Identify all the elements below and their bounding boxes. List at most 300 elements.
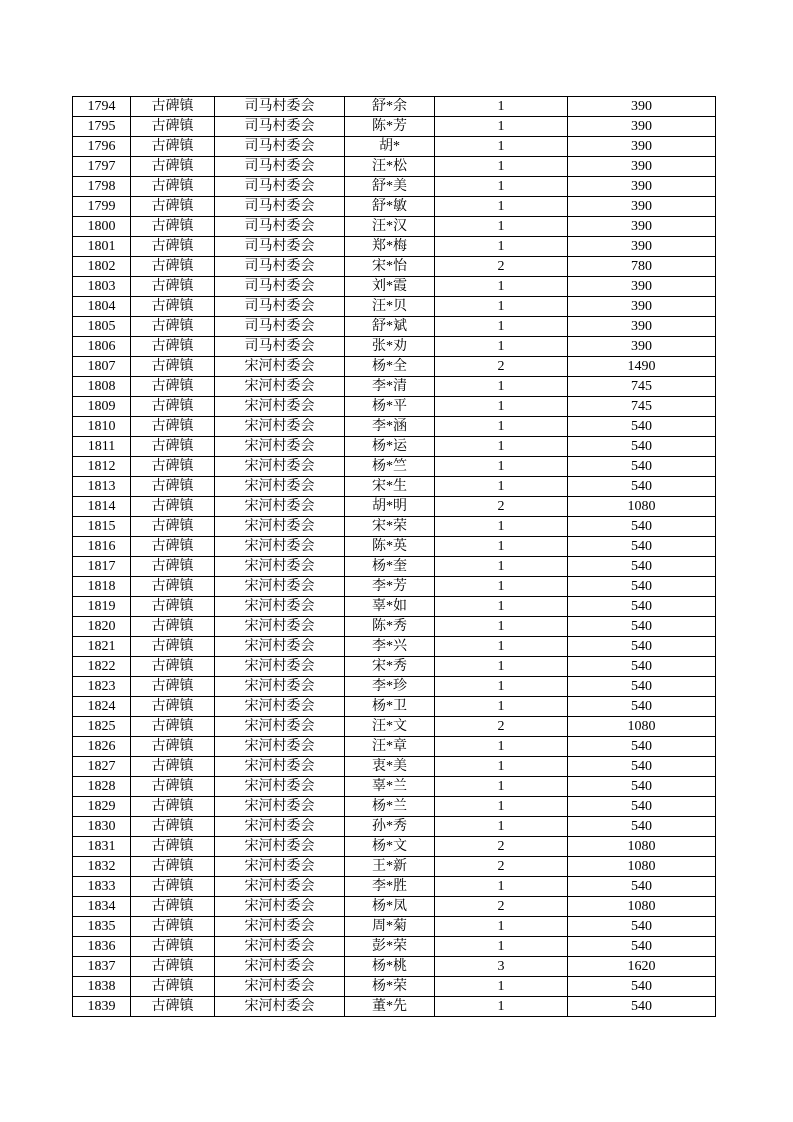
town-cell: 古碑镇 — [131, 737, 215, 757]
amount-cell: 1080 — [568, 497, 716, 517]
person-name-cell: 舒*余 — [345, 97, 435, 117]
village-committee-cell: 司马村委会 — [215, 337, 345, 357]
count-cell: 2 — [435, 897, 568, 917]
row-number-cell: 1832 — [73, 857, 131, 877]
town-cell: 古碑镇 — [131, 117, 215, 137]
table-row — [73, 357, 716, 377]
count-cell: 1 — [435, 397, 568, 417]
table-row — [73, 277, 716, 297]
town-cell: 古碑镇 — [131, 657, 215, 677]
amount-cell: 1620 — [568, 957, 716, 977]
town-cell: 古碑镇 — [131, 437, 215, 457]
person-name-cell: 彭*荣 — [345, 937, 435, 957]
amount-cell: 540 — [568, 577, 716, 597]
town-cell: 古碑镇 — [131, 377, 215, 397]
person-name-cell: 董*先 — [345, 997, 435, 1017]
table-row — [73, 457, 716, 477]
count-cell: 1 — [435, 437, 568, 457]
person-name-cell: 李*清 — [345, 377, 435, 397]
town-cell: 古碑镇 — [131, 537, 215, 557]
town-cell: 古碑镇 — [131, 397, 215, 417]
count-cell: 1 — [435, 237, 568, 257]
village-committee-cell: 宋河村委会 — [215, 437, 345, 457]
count-cell: 1 — [435, 277, 568, 297]
row-number-cell: 1794 — [73, 97, 131, 117]
village-committee-cell: 宋河村委会 — [215, 657, 345, 677]
subsidy-table — [72, 96, 716, 1017]
person-name-cell: 宋*荣 — [345, 517, 435, 537]
person-name-cell: 郑*梅 — [345, 237, 435, 257]
table-row — [73, 577, 716, 597]
row-number-cell: 1830 — [73, 817, 131, 837]
village-committee-cell: 宋河村委会 — [215, 837, 345, 857]
table-row — [73, 757, 716, 777]
person-name-cell: 张*劝 — [345, 337, 435, 357]
row-number-cell: 1797 — [73, 157, 131, 177]
person-name-cell: 杨*运 — [345, 437, 435, 457]
count-cell: 2 — [435, 717, 568, 737]
amount-cell: 390 — [568, 137, 716, 157]
row-number-cell: 1819 — [73, 597, 131, 617]
person-name-cell: 杨*兰 — [345, 797, 435, 817]
village-committee-cell: 司马村委会 — [215, 177, 345, 197]
village-committee-cell: 宋河村委会 — [215, 757, 345, 777]
amount-cell: 390 — [568, 297, 716, 317]
count-cell: 1 — [435, 217, 568, 237]
village-committee-cell: 司马村委会 — [215, 317, 345, 337]
person-name-cell: 舒*敏 — [345, 197, 435, 217]
person-name-cell: 杨*桃 — [345, 957, 435, 977]
row-number-cell: 1836 — [73, 937, 131, 957]
amount-cell: 390 — [568, 97, 716, 117]
table-row — [73, 317, 716, 337]
count-cell: 1 — [435, 537, 568, 557]
town-cell: 古碑镇 — [131, 417, 215, 437]
amount-cell: 540 — [568, 617, 716, 637]
table-row — [73, 797, 716, 817]
person-name-cell: 宋*生 — [345, 477, 435, 497]
village-committee-cell: 宋河村委会 — [215, 577, 345, 597]
person-name-cell: 汪*贝 — [345, 297, 435, 317]
table-row — [73, 97, 716, 117]
count-cell: 2 — [435, 857, 568, 877]
village-committee-cell: 宋河村委会 — [215, 997, 345, 1017]
row-number-cell: 1810 — [73, 417, 131, 437]
row-number-cell: 1821 — [73, 637, 131, 657]
row-number-cell: 1825 — [73, 717, 131, 737]
amount-cell: 1080 — [568, 857, 716, 877]
village-committee-cell: 宋河村委会 — [215, 357, 345, 377]
town-cell: 古碑镇 — [131, 617, 215, 637]
count-cell: 1 — [435, 177, 568, 197]
town-cell: 古碑镇 — [131, 137, 215, 157]
amount-cell: 540 — [568, 657, 716, 677]
row-number-cell: 1833 — [73, 877, 131, 897]
table-row — [73, 517, 716, 537]
person-name-cell: 陈*芳 — [345, 117, 435, 137]
count-cell: 1 — [435, 677, 568, 697]
table-row — [73, 737, 716, 757]
count-cell: 1 — [435, 117, 568, 137]
village-committee-cell: 宋河村委会 — [215, 797, 345, 817]
table-body — [73, 97, 716, 1017]
amount-cell: 390 — [568, 317, 716, 337]
town-cell: 古碑镇 — [131, 897, 215, 917]
person-name-cell: 汪*文 — [345, 717, 435, 737]
town-cell: 古碑镇 — [131, 317, 215, 337]
person-name-cell: 杨*文 — [345, 837, 435, 857]
row-number-cell: 1804 — [73, 297, 131, 317]
town-cell: 古碑镇 — [131, 917, 215, 937]
amount-cell: 540 — [568, 997, 716, 1017]
count-cell: 1 — [435, 937, 568, 957]
row-number-cell: 1805 — [73, 317, 131, 337]
row-number-cell: 1826 — [73, 737, 131, 757]
count-cell: 1 — [435, 817, 568, 837]
amount-cell: 1490 — [568, 357, 716, 377]
amount-cell: 1080 — [568, 717, 716, 737]
count-cell: 1 — [435, 597, 568, 617]
count-cell: 1 — [435, 317, 568, 337]
village-committee-cell: 宋河村委会 — [215, 677, 345, 697]
count-cell: 1 — [435, 637, 568, 657]
count-cell: 1 — [435, 517, 568, 537]
table-row — [73, 177, 716, 197]
person-name-cell: 杨*奎 — [345, 557, 435, 577]
person-name-cell: 周*菊 — [345, 917, 435, 937]
amount-cell: 1080 — [568, 897, 716, 917]
row-number-cell: 1820 — [73, 617, 131, 637]
town-cell: 古碑镇 — [131, 337, 215, 357]
row-number-cell: 1798 — [73, 177, 131, 197]
count-cell: 1 — [435, 617, 568, 637]
row-number-cell: 1817 — [73, 557, 131, 577]
amount-cell: 390 — [568, 117, 716, 137]
table-row — [73, 257, 716, 277]
amount-cell: 540 — [568, 597, 716, 617]
amount-cell: 540 — [568, 757, 716, 777]
row-number-cell: 1831 — [73, 837, 131, 857]
table-row — [73, 677, 716, 697]
row-number-cell: 1802 — [73, 257, 131, 277]
village-committee-cell: 宋河村委会 — [215, 777, 345, 797]
village-committee-cell: 司马村委会 — [215, 297, 345, 317]
person-name-cell: 舒*美 — [345, 177, 435, 197]
town-cell: 古碑镇 — [131, 577, 215, 597]
amount-cell: 540 — [568, 537, 716, 557]
village-committee-cell: 宋河村委会 — [215, 537, 345, 557]
row-number-cell: 1822 — [73, 657, 131, 677]
town-cell: 古碑镇 — [131, 777, 215, 797]
table-row — [73, 297, 716, 317]
town-cell: 古碑镇 — [131, 957, 215, 977]
person-name-cell: 杨*平 — [345, 397, 435, 417]
person-name-cell: 杨*全 — [345, 357, 435, 377]
town-cell: 古碑镇 — [131, 937, 215, 957]
row-number-cell: 1815 — [73, 517, 131, 537]
town-cell: 古碑镇 — [131, 177, 215, 197]
amount-cell: 390 — [568, 177, 716, 197]
count-cell: 1 — [435, 797, 568, 817]
table-row — [73, 957, 716, 977]
row-number-cell: 1807 — [73, 357, 131, 377]
amount-cell: 540 — [568, 417, 716, 437]
town-cell: 古碑镇 — [131, 517, 215, 537]
town-cell: 古碑镇 — [131, 837, 215, 857]
table-row — [73, 417, 716, 437]
count-cell: 1 — [435, 997, 568, 1017]
table-row — [73, 597, 716, 617]
amount-cell: 390 — [568, 217, 716, 237]
person-name-cell: 汪*汉 — [345, 217, 435, 237]
village-committee-cell: 司马村委会 — [215, 257, 345, 277]
village-committee-cell: 宋河村委会 — [215, 977, 345, 997]
count-cell: 1 — [435, 337, 568, 357]
amount-cell: 540 — [568, 637, 716, 657]
town-cell: 古碑镇 — [131, 877, 215, 897]
person-name-cell: 舒*斌 — [345, 317, 435, 337]
row-number-cell: 1838 — [73, 977, 131, 997]
row-number-cell: 1827 — [73, 757, 131, 777]
table-row — [73, 777, 716, 797]
row-number-cell: 1806 — [73, 337, 131, 357]
amount-cell: 540 — [568, 977, 716, 997]
count-cell: 1 — [435, 137, 568, 157]
amount-cell: 540 — [568, 557, 716, 577]
count-cell: 1 — [435, 697, 568, 717]
count-cell: 2 — [435, 357, 568, 377]
amount-cell: 540 — [568, 797, 716, 817]
count-cell: 1 — [435, 557, 568, 577]
row-number-cell: 1795 — [73, 117, 131, 137]
village-committee-cell: 宋河村委会 — [215, 417, 345, 437]
table-row — [73, 117, 716, 137]
table-row — [73, 197, 716, 217]
table-row — [73, 617, 716, 637]
village-committee-cell: 宋河村委会 — [215, 857, 345, 877]
row-number-cell: 1829 — [73, 797, 131, 817]
village-committee-cell: 宋河村委会 — [215, 617, 345, 637]
count-cell: 1 — [435, 97, 568, 117]
row-number-cell: 1813 — [73, 477, 131, 497]
person-name-cell: 杨*竺 — [345, 457, 435, 477]
table-row — [73, 717, 716, 737]
village-committee-cell: 宋河村委会 — [215, 497, 345, 517]
town-cell: 古碑镇 — [131, 697, 215, 717]
amount-cell: 540 — [568, 817, 716, 837]
town-cell: 古碑镇 — [131, 97, 215, 117]
table-row — [73, 337, 716, 357]
count-cell: 1 — [435, 377, 568, 397]
person-name-cell: 刘*霞 — [345, 277, 435, 297]
row-number-cell: 1828 — [73, 777, 131, 797]
village-committee-cell: 司马村委会 — [215, 157, 345, 177]
person-name-cell: 李*珍 — [345, 677, 435, 697]
person-name-cell: 胡* — [345, 137, 435, 157]
town-cell: 古碑镇 — [131, 817, 215, 837]
person-name-cell: 宋*秀 — [345, 657, 435, 677]
amount-cell: 780 — [568, 257, 716, 277]
table-row — [73, 637, 716, 657]
row-number-cell: 1801 — [73, 237, 131, 257]
table-row — [73, 397, 716, 417]
count-cell: 2 — [435, 497, 568, 517]
row-number-cell: 1808 — [73, 377, 131, 397]
count-cell: 1 — [435, 877, 568, 897]
town-cell: 古碑镇 — [131, 477, 215, 497]
amount-cell: 390 — [568, 157, 716, 177]
village-committee-cell: 宋河村委会 — [215, 377, 345, 397]
village-committee-cell: 司马村委会 — [215, 237, 345, 257]
table-row — [73, 977, 716, 997]
count-cell: 1 — [435, 757, 568, 777]
town-cell: 古碑镇 — [131, 357, 215, 377]
person-name-cell: 李*涵 — [345, 417, 435, 437]
row-number-cell: 1803 — [73, 277, 131, 297]
count-cell: 1 — [435, 977, 568, 997]
village-committee-cell: 宋河村委会 — [215, 737, 345, 757]
table-row — [73, 857, 716, 877]
table-row — [73, 997, 716, 1017]
count-cell: 1 — [435, 477, 568, 497]
amount-cell: 390 — [568, 277, 716, 297]
village-committee-cell: 宋河村委会 — [215, 397, 345, 417]
amount-cell: 745 — [568, 377, 716, 397]
count-cell: 1 — [435, 417, 568, 437]
count-cell: 1 — [435, 197, 568, 217]
town-cell: 古碑镇 — [131, 277, 215, 297]
row-number-cell: 1799 — [73, 197, 131, 217]
village-committee-cell: 宋河村委会 — [215, 897, 345, 917]
amount-cell: 540 — [568, 937, 716, 957]
table-row — [73, 137, 716, 157]
town-cell: 古碑镇 — [131, 977, 215, 997]
town-cell: 古碑镇 — [131, 457, 215, 477]
row-number-cell: 1837 — [73, 957, 131, 977]
table-row — [73, 917, 716, 937]
village-committee-cell: 宋河村委会 — [215, 597, 345, 617]
table-row — [73, 697, 716, 717]
table-row — [73, 837, 716, 857]
person-name-cell: 李*芳 — [345, 577, 435, 597]
amount-cell: 540 — [568, 477, 716, 497]
table-row — [73, 477, 716, 497]
person-name-cell: 辜*兰 — [345, 777, 435, 797]
row-number-cell: 1835 — [73, 917, 131, 937]
row-number-cell: 1800 — [73, 217, 131, 237]
row-number-cell: 1823 — [73, 677, 131, 697]
count-cell: 1 — [435, 737, 568, 757]
town-cell: 古碑镇 — [131, 597, 215, 617]
person-name-cell: 汪*松 — [345, 157, 435, 177]
count-cell: 2 — [435, 257, 568, 277]
town-cell: 古碑镇 — [131, 997, 215, 1017]
count-cell: 1 — [435, 657, 568, 677]
count-cell: 1 — [435, 577, 568, 597]
village-committee-cell: 司马村委会 — [215, 97, 345, 117]
amount-cell: 540 — [568, 697, 716, 717]
amount-cell: 540 — [568, 517, 716, 537]
village-committee-cell: 宋河村委会 — [215, 917, 345, 937]
table-row — [73, 217, 716, 237]
row-number-cell: 1816 — [73, 537, 131, 557]
town-cell: 古碑镇 — [131, 257, 215, 277]
town-cell: 古碑镇 — [131, 717, 215, 737]
count-cell: 3 — [435, 957, 568, 977]
village-committee-cell: 司马村委会 — [215, 137, 345, 157]
count-cell: 2 — [435, 837, 568, 857]
table-row — [73, 817, 716, 837]
count-cell: 1 — [435, 457, 568, 477]
table-row — [73, 937, 716, 957]
table-row — [73, 157, 716, 177]
amount-cell: 1080 — [568, 837, 716, 857]
village-committee-cell: 宋河村委会 — [215, 457, 345, 477]
table-row — [73, 537, 716, 557]
amount-cell: 540 — [568, 917, 716, 937]
amount-cell: 540 — [568, 777, 716, 797]
village-committee-cell: 宋河村委会 — [215, 937, 345, 957]
town-cell: 古碑镇 — [131, 217, 215, 237]
person-name-cell: 辜*如 — [345, 597, 435, 617]
count-cell: 1 — [435, 777, 568, 797]
village-committee-cell: 宋河村委会 — [215, 957, 345, 977]
town-cell: 古碑镇 — [131, 857, 215, 877]
village-committee-cell: 宋河村委会 — [215, 697, 345, 717]
row-number-cell: 1796 — [73, 137, 131, 157]
village-committee-cell: 司马村委会 — [215, 277, 345, 297]
table-row — [73, 897, 716, 917]
table-row — [73, 557, 716, 577]
table-row — [73, 237, 716, 257]
amount-cell: 745 — [568, 397, 716, 417]
person-name-cell: 陈*秀 — [345, 617, 435, 637]
person-name-cell: 陈*英 — [345, 537, 435, 557]
count-cell: 1 — [435, 297, 568, 317]
village-committee-cell: 宋河村委会 — [215, 717, 345, 737]
table-row — [73, 497, 716, 517]
row-number-cell: 1812 — [73, 457, 131, 477]
person-name-cell: 衷*美 — [345, 757, 435, 777]
town-cell: 古碑镇 — [131, 197, 215, 217]
village-committee-cell: 司马村委会 — [215, 197, 345, 217]
village-committee-cell: 宋河村委会 — [215, 557, 345, 577]
table-row — [73, 437, 716, 457]
village-committee-cell: 司马村委会 — [215, 117, 345, 137]
village-committee-cell: 宋河村委会 — [215, 477, 345, 497]
row-number-cell: 1809 — [73, 397, 131, 417]
person-name-cell: 汪*章 — [345, 737, 435, 757]
person-name-cell: 李*兴 — [345, 637, 435, 657]
person-name-cell: 孙*秀 — [345, 817, 435, 837]
town-cell: 古碑镇 — [131, 637, 215, 657]
person-name-cell: 胡*明 — [345, 497, 435, 517]
amount-cell: 390 — [568, 237, 716, 257]
person-name-cell: 宋*怡 — [345, 257, 435, 277]
town-cell: 古碑镇 — [131, 157, 215, 177]
person-name-cell: 李*胜 — [345, 877, 435, 897]
amount-cell: 540 — [568, 457, 716, 477]
table-row — [73, 377, 716, 397]
amount-cell: 540 — [568, 877, 716, 897]
village-committee-cell: 宋河村委会 — [215, 637, 345, 657]
person-name-cell: 杨*卫 — [345, 697, 435, 717]
amount-cell: 540 — [568, 437, 716, 457]
row-number-cell: 1824 — [73, 697, 131, 717]
amount-cell: 540 — [568, 677, 716, 697]
row-number-cell: 1818 — [73, 577, 131, 597]
row-number-cell: 1839 — [73, 997, 131, 1017]
